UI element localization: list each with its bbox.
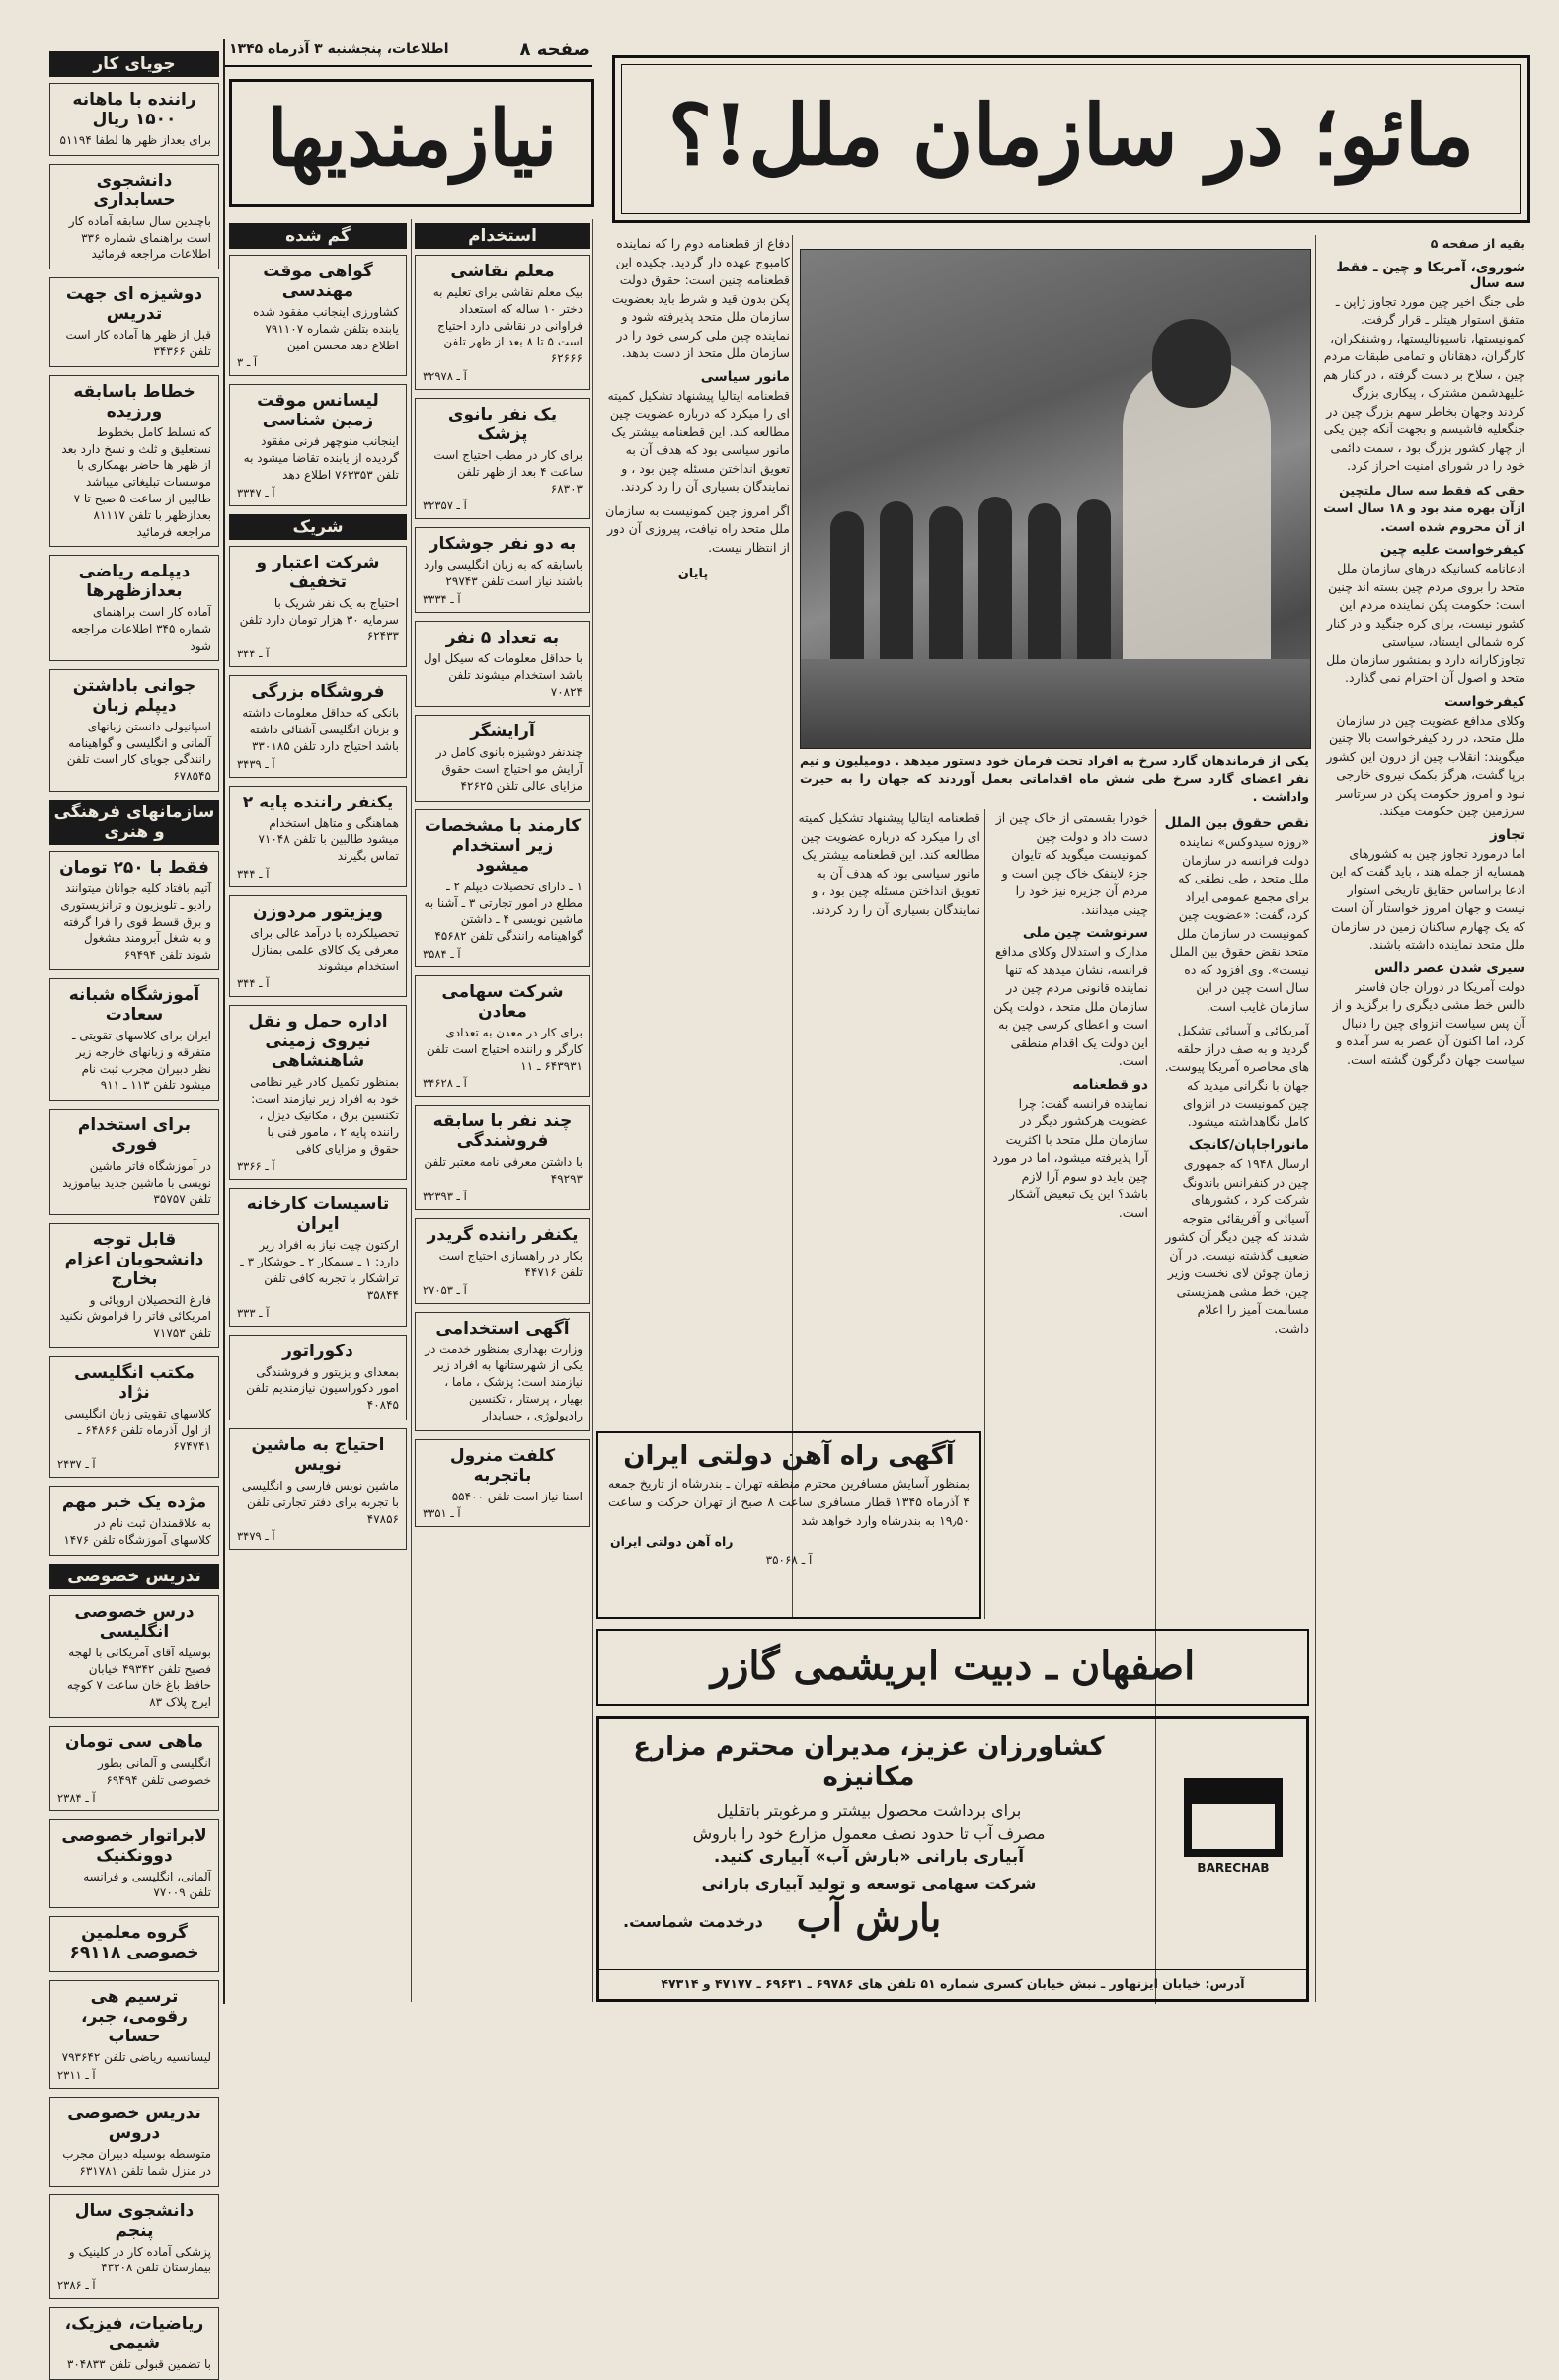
ad-title: فقط با ۲۵۰ تومان: [59, 857, 209, 878]
rail-ad: [49, 83, 219, 156]
ad-text: کلاسهای تقویتی زبان انگلیسی از اول آذرماه تلفن ۶۴۸۶۶ ـ ۶۷۴۷۴۱: [64, 1406, 211, 1454]
notice-ad: [229, 675, 407, 777]
employment-ad: [415, 621, 590, 707]
ad-title: ترسیم هی رقومی، جبر، حساب: [81, 1987, 188, 2047]
ad-title: ماهی سی تومان: [64, 1732, 204, 1753]
rail-ad: [49, 1486, 219, 1556]
story-paragraph: ادعانامه کسانیکه درهای سازمان ملل متحد را بروی مردم چین بسته اند چنین است: حکومت پکن نماینده مردم این کشور نیست، برای کره جنگید و در کنار کره شمالی ایستاد، سیاستی تجاوزکارانه دارد و بمنشور سازمان ملل متحد و اصول آن احترام نمی گذارد.: [1326, 561, 1525, 685]
ad-text: آماده کار است براهنمای شماره ۳۴۵ اطلاعات مراجعه شود: [71, 605, 211, 653]
ad-title: گروه معلمین خصوصی ۶۹۱۱۸: [69, 1923, 199, 1963]
story-sub-4: تجاوز: [1489, 826, 1525, 843]
ad-code: آ ـ ۳۳۶۶: [237, 1159, 275, 1174]
rail-ad: [49, 1356, 219, 1478]
ad-title: جوانی باداشتن دیپلم زبان: [72, 675, 196, 716]
rail-ad: [49, 2307, 219, 2380]
ad-text: بانکی که حداقل معلومات داشته و بزبان انگلیسی آشنائی داشته باشد احتیاج دارد تلفن ۳۳۰۱۸۵: [242, 706, 399, 753]
ad-title: یکنفر راننده پایه ۲: [242, 792, 394, 812]
ad-text: با داشتن معرفی نامه معتبر تلفن ۴۹۲۹۳: [424, 1155, 583, 1187]
ad-title: معلم نقاشی: [450, 262, 555, 281]
rail-ad: [49, 1980, 219, 2089]
barechab-ad: [596, 1716, 1309, 2002]
ad-code: آ ـ ۳۳۳۴: [423, 591, 461, 606]
ad-text: پزشکی آماده کار در کلینیک و بیمارستان تلفن ۴۳۳۰۸: [68, 2244, 211, 2275]
barechab-brand: بارش آب: [796, 1895, 942, 1940]
ad-code: آ ـ ۳۴۴: [237, 976, 270, 991]
barechab-address: آدرس: خیابان ایزنهاور ـ نبش خیابان کسری شماره ۵۱ تلفن های ۶۹۷۸۶ ـ ۶۹۶۳۱ ـ ۴۷۱۷۷ و ۴۷۳۱۴: [599, 1969, 1306, 1991]
ad-text: لیسانسیه ریاضی تلفن ۷۹۳۶۴۲: [61, 2050, 211, 2065]
story-paragraph: نماینده فرانسه گفت: چرا عضویت هرکشور دیگر در سازمان ملل متحد با اکثریت آرا پذیرفته میشود، اما در مورد چین باید دو سوم آرا لازم باشد؟ این یک تبعیض آشکار است.: [992, 1095, 1148, 1220]
ad-title: شرکت اعتبار و تخفیف: [256, 552, 380, 592]
ad-code: آ ـ ۲۳۸۶: [57, 2278, 96, 2293]
ad-code: آ ـ ۳۲۳۹۳: [423, 1189, 467, 1203]
ad-code: آ ـ ۲۷۰۵۳: [423, 1282, 467, 1297]
section-title: نیازمندیها: [266, 94, 558, 184]
section-title-box: [229, 79, 594, 207]
ad-title: یکنفر راننده گریدر: [427, 1224, 579, 1245]
employment-ad: [415, 1439, 590, 1528]
ad-text: فارغ التحصیلان اروپائی و امریکائی فاتر را فراموش نکنید تلفن ۷۱۷۵۳: [59, 1292, 211, 1341]
story-paragraph: حقی که فقط سه سال ملتچین ازآن بهره مند بود و ۱۸ سال است از آن محروم شده است.: [1323, 482, 1525, 534]
ad-title: کارمند با مشخصات زیر استخدام میشود: [424, 815, 582, 876]
ad-title: مکتب انگلیسی نژاد: [74, 1362, 195, 1403]
rail-ad: [49, 164, 219, 269]
barechab-logo: [1164, 1778, 1283, 1886]
story-sub-6: سیری شدن عصر دالس: [1374, 960, 1525, 976]
notice-ad: [229, 384, 407, 505]
employment-ad: [415, 255, 590, 390]
ad-title: خطاط باسابقه ورزیده: [73, 381, 195, 422]
section-bar: تدریس خصوصی: [49, 1564, 219, 1589]
barechab-line: آبیاری بارانی «بارش آب» آبیاری کنید.: [713, 1847, 1025, 1867]
story-sub-1: شوروی، آمریکا و چین ـ فقط سه سال: [1336, 259, 1525, 291]
story-paragraph: اما درمورد تجاوز چین به کشورهای همسایه از جمله هند ، باید گفت که این ادعا براساس حقایق تاریخی استوار نیست و جهان امروز خواستار آن است که یک چهارم ساکنان زمین در سازمان ملل متحد نماینده داشته باشند.: [1329, 845, 1525, 952]
section-bar-employment: استخدام: [415, 223, 590, 249]
story-paragraph: ارسال ۱۹۴۸ که جمهوری چین در کنفرانس باندونگ شرکت کرد ، کشورهای آسیائی و آفریقائی متوجه شدند که چین دیگر آن کشور ضعیف گذشته نیست. در آن زمان چوئن لای نخست وزیر چین، خط مشی همزیستی مسالمت آمیز را اعلام داشت.: [1165, 1156, 1309, 1336]
ad-text: بمنظور تکمیل کادر غیر نظامی خود به افراد زیر نیازمند است: تکنسین برق ، مکانیک دیزل ، راننده پایه ۲ ، مامور فنی با حقوق و مزایای کافی: [250, 1075, 399, 1156]
barechab-logo-icon: [1184, 1778, 1283, 1857]
rail-ad: [49, 851, 219, 970]
employment-ad: [415, 975, 590, 1097]
ad-text: ارکتون چیت نیاز به افراد زیر دارد: ۱ ـ سیمکار ۲ ـ جوشکار ۳ ـ تراشکار با تجربه کافی تلفن ۳۵۸۴۴: [240, 1238, 399, 1302]
ad-title: گواهی موقت مهندسی: [263, 262, 373, 301]
left-rail: [49, 47, 219, 2372]
ad-code: آ ـ ۳۳۵۱: [423, 1506, 461, 1521]
ad-text: آلمانی، انگلیسی و فرانسه تلفن ۷۷۰۰۹: [83, 1869, 211, 1900]
railway-ad-text: بمنظور آسایش مسافرین محترم منطقه تهران ـ بندرشاه از تاریخ جمعه ۴ آذرماه ۱۳۴۵ قطار مسافری ساعت ۸ صبح از تهران حرکت و ساعت ۱۹٫۵۰ به بندرشاه وارد خواهد شد: [608, 1476, 971, 1528]
classified-column-b: [415, 219, 590, 2002]
railway-ad: [596, 1431, 981, 1619]
ad-text: با حداقل معلومات که سیکل اول باشد استخدام میشوند تلفن ۷۰۸۲۴: [423, 651, 583, 699]
main-headline-box: [612, 55, 1530, 223]
ad-title: فروشگاه بزرگی: [251, 682, 385, 703]
ad-text: اینجانب منوچهر فرنی مفقود گردیده از یابنده تقاضا میشود به تلفن ۷۶۳۳۵۳ اطلاع دهد: [243, 434, 399, 482]
rail-ad: [49, 978, 219, 1101]
rail-ad: [49, 1726, 219, 1811]
story-sub-2: کیفرخواست علیه چین: [1379, 542, 1525, 558]
red-guard-photo: [800, 249, 1311, 749]
ad-title: راننده با ماهانه ۱۵۰۰ ریال: [72, 90, 196, 129]
ad-text: احتیاج به یک نفر شریک با سرمایه ۳۰ هزار تومان دارد تلفن ۶۲۴۳۳: [239, 595, 399, 644]
story-paragraph: وکلای مدافع عضویت چین در سازمان ملل متحد، در رد کیفرخواست بالا چنین میگویند: انقلاب چین از درون این کشور برپا گشت، هرگز بکمک نیروی خارجی نبود و امروز حکومت پکن در سرتاسر سرزمین چین حکومت میکند.: [1326, 712, 1525, 818]
ad-title: لابراتوار خصوصی دوونکنیک: [61, 1825, 207, 1866]
silk-ad: [596, 1629, 1309, 1706]
ad-text: چندنفر دوشیزه بانوی کامل در آرایش مو احتیاج است حقوق مزایای عالی تلفن ۴۲۶۲۵: [435, 745, 583, 793]
ad-title: دیپلمه ریاضی بعدازظهرها: [78, 562, 191, 602]
ad-title: لیسانس موقت زمین شناسی: [257, 391, 379, 431]
ad-text: متوسطه بوسیله دبیران مجرب در منزل شما تلفن ۶۳۱۷۸۱: [62, 2147, 211, 2178]
rail-ad: [49, 2194, 219, 2300]
ad-text: کشاورزی اینجانب مفقود شده یابنده بتلفن شماره ۷۹۱۱۰۷ اطلاع دهد محسن امین: [253, 305, 399, 352]
ad-title: یک نفر بانوی پزشک: [447, 404, 558, 444]
page-header: [225, 38, 592, 67]
story-paragraph: «روزه سیدوکس» نماینده دولت فرانسه در سازمان ملل متحد ، طی نطقی که برای مجمع عمومی ایراد کرد، گفت: «عضویت چین کمونیست در سازمان ملل متحد نقض حقوق بین الملل نیست». وی افزود که ده سال است چین در این سازمان غایب است.: [1169, 834, 1309, 1014]
ad-code: آ ـ ۳۳۴۷: [237, 485, 275, 499]
ad-text: برای بعداز ظهر ها لطفا ۵۱۱۹۴: [59, 133, 211, 147]
ad-text: هماهنگی و متاهل استخدام میشود طالبین با تلفن ۷۱۰۴۸ تماس بگیرند: [258, 815, 399, 864]
story-sub-col2: مانوراجاپان/کانجک: [1188, 1137, 1309, 1153]
rail-ad: [49, 375, 219, 548]
story-sub-3: نقض حقوق بین الملل: [1164, 815, 1309, 831]
ad-title: برای استخدام فوری: [77, 1115, 192, 1156]
ad-text: تحصیلکرده با درآمد عالی برای معرفی یک کالای علمی بمنازل استخدام میشوند: [250, 925, 399, 973]
notice-ad: [229, 546, 407, 667]
barechab-service: درخدمت شماست.: [623, 1912, 763, 1931]
rail-ad: [49, 669, 219, 792]
ad-title: قابل توجه دانشجویان اعزام بخارج: [64, 1229, 204, 1289]
ad-text: به علاقمندان ثبت نام در کلاسهای آموزشگاه تلفن ۱۴۷۶: [63, 1516, 211, 1548]
section-bar-partner: شریک: [229, 514, 407, 540]
ad-title: تدریس خصوصی دروس: [67, 2104, 201, 2144]
section-bar: جویای کار: [49, 51, 219, 77]
rail-ad: [49, 1109, 219, 1214]
notice-ad: [229, 1005, 407, 1180]
ad-code: آ ـ ۳۳۳: [237, 1305, 270, 1320]
employment-ad: [415, 715, 590, 801]
notice-ad: [229, 1335, 407, 1420]
ad-title: دکوراتور: [282, 1341, 353, 1361]
continued-from: بقیه از صفحه ۵: [1430, 236, 1525, 251]
ad-code: آ ـ ۳۴۴: [237, 866, 270, 881]
notice-ad: [229, 255, 407, 376]
ad-text: بمعدای و یزیتور و فروشندگی امور دکوراسیون نیازمندیم تلفن ۴۰۸۴۵: [246, 1364, 399, 1413]
story-sub-col4: مانور سیاسی: [700, 368, 790, 385]
story-paragraph: دولت آمریکا در دوران جان فاستر دالس خط مشی دیگری را برگزید و از آن پس سیاست انزوای چین را دنبال کرد، اما اکنون آن عصر به سر آمده و سیاست جهان دگرگون گشته است.: [1332, 978, 1525, 1067]
ad-text: که تسلط کامل بخطوط نستعلیق و ثلث و نسخ دارد بعد از ظهر ها حاضر بهمکاری با موسسات تبلیغاتی میباشد طالبین از ساعت ۵ صبح تا ۷ بعدازظهر با تلفن ۸۱۱۱۷ مراجعه فرمائید: [61, 424, 211, 539]
ad-text: بکار در راهسازی احتیاج است تلفن ۴۴۷۱۶: [438, 1248, 583, 1279]
story-column-3: [992, 809, 1148, 1619]
ad-code: آ ـ ۲۳۸۴: [57, 1790, 96, 1804]
ad-code: آ ـ ۳: [237, 355, 258, 370]
barechab-logo-text: BARECHAB: [1197, 1861, 1270, 1875]
employment-ad: [415, 1105, 590, 1210]
ad-title: شرکت سهامی معادن: [441, 981, 564, 1022]
ad-text: در آموزشگاه فاتر ماشین نویسی با ماشین جدید بیاموزید تلفن ۳۵۷۵۷: [62, 1159, 211, 1206]
story-column-1: [1323, 235, 1525, 2002]
story-sub-col3-1: سرنوشت چین ملی: [1022, 925, 1148, 941]
ad-text: ماشین نویس فارسی و انگلیسی با تجربه برای دفتر تجارتی تلفن ۴۷۸۵۶: [242, 1478, 399, 1526]
date-line: اطلاعات، پنجشنبه ۳ آذرماه ۱۳۴۵: [229, 41, 449, 57]
ad-title: احتیاج به ماشین نویس: [251, 1434, 385, 1475]
ad-title: اداره حمل و نقل نیروی زمینی شاهنشاهی: [248, 1012, 388, 1072]
ad-title: دانشجوی حسابداری: [93, 170, 176, 210]
silk-ad-text: اصفهان ـ دبیت ابریشمی گازر: [710, 1643, 1196, 1689]
ad-code: آ ـ ۳۲۹۷۸: [423, 368, 467, 383]
rail-ad: [49, 2097, 219, 2187]
end-label: پایان: [677, 567, 709, 581]
ad-title: ریاضیات، فیزیک، شیمی: [64, 2314, 204, 2354]
page-number: صفحه ۸: [519, 39, 590, 60]
ad-text: بیک معلم نقاشی برای تعلیم به دختر ۱۰ ساله که استعداد فراوانی در نقاشی دارد احتیاج است ۵ تا ۸ بعد از ظهر تلفن ۶۲۶۶۶: [432, 285, 583, 366]
classified-column-c: [229, 219, 407, 2002]
railway-ad-code: آ ـ ۳۵۰۶۸: [765, 1553, 813, 1568]
rail-ad: [49, 555, 219, 660]
railway-ad-sign: راه آهن دولتی ایران: [610, 1534, 734, 1550]
ad-title: آموزشگاه شبانه سعادت: [68, 984, 200, 1025]
main-headline: مائو؛ در سازمان ملل!؟: [667, 86, 1475, 184]
ad-title: به دو نفر جوشکار: [429, 534, 577, 555]
rail-ad: [49, 1819, 219, 1909]
employment-ad: [415, 809, 590, 967]
ad-title: مژده یک خبر مهم: [61, 1493, 207, 1513]
ad-title: به تعداد ۵ نفر: [445, 627, 560, 648]
notice-ad: [229, 895, 407, 997]
ad-text: ۱ ـ دارای تحصیلات دیپلم ۲ ـ مطلع در امور تجارتی ۳ ـ آشنا به ماشین نویسی ۴ ـ داشتن گواهینامه رانندگی تلفن ۴۵۶۸۲: [424, 879, 583, 944]
employment-ad: [415, 1312, 590, 1431]
ad-code: آ ـ ۳۲۳۵۷: [423, 499, 467, 513]
barechab-headline: کشاورزان عزیز، مدیران محترم مزارع مکانیزه: [633, 1732, 1105, 1792]
ad-text: باچندین سال سابقه آماده کار است براهنمای شماره ۳۳۶ اطلاعات مراجعه فرمائید: [68, 213, 211, 262]
story-paragraph: اگر امروز چین کمونیست به سازمان ملل متحد راه نیافت، پیروزی آن دور از انتظار نیست.: [605, 502, 790, 555]
ad-code: آ ـ ۳۴۶۲۸: [423, 1076, 467, 1091]
ad-title: چند نفر با سابقه فروشندگی: [432, 1112, 573, 1152]
ad-text: ایران برای کلاسهای تقویتی ـ متفرقه و زبانهای خارجه زیر نظر دبیران مجرب ثبت نام میشود تلفن ۱۱۳ ـ ۹۱۱: [72, 1028, 211, 1093]
ad-code: آ ـ ۳۴۴: [237, 647, 270, 661]
ad-text: آتیم بافتاد کلیه جوانان میتوانند رادیو ـ تلویزیون و ترانزیستوری و برق قسط قوی را فرا گرفته و به شغل آبرومند مشغول شوند تلفن ۶۹۴۹۴: [60, 881, 211, 962]
story-paragraph: آمریکائی و آسیائی تشکیل گردید و به صف دراز حلقه های محاصره آمریکا پیوست. جهان با نگرانی میدید که چین کمونیست در انزوای کامل نگاهداشته میشود.: [1164, 1023, 1309, 1129]
ad-text: بوسیله آقای آمریکائی با لهجه فصیح تلفن ۴۹۳۴۲ خیابان حافظ باغ خان ساعت ۷ کوچه ایرج پلاک ۸۳: [66, 1645, 211, 1710]
ad-text: قبل از ظهر ها آماده کار است تلفن ۳۴۳۶۶: [65, 328, 211, 358]
ad-text: وزارت بهداری بمنظور خدمت در یکی از شهرستانها به افراد زیر نیازمند است: پزشک ، ماما ، بهیار ، پرستار ، تکنسین رادیولوژی ، حسابدار: [425, 1342, 583, 1422]
employment-ad: [415, 1218, 590, 1304]
barechab-line: برای برداشت محصول بیشتر و مرغوبتر باتقلیل: [716, 1802, 1022, 1820]
ad-code: آ ـ ۲۳۱۱: [57, 2068, 96, 2083]
section-bar-lost: گم شده: [229, 223, 407, 249]
employment-ad: [415, 527, 590, 613]
story-paragraph: دفاع از قطعنامه دوم را که نماینده کامبوج عهده دار گردید. چکیده این قطعنامه چنین است: حقوق دولت پکن بدون قید و شرط باید بعضویت سازمان ملل متحد پذیرفته شود و نماینده چین ملی کرسی خود را در سازمان ملل متحد از دست بدهد.: [611, 236, 790, 360]
ad-title: آگهی استخدامی: [435, 1318, 570, 1339]
ad-title: تاسیسات کارخانه ایران: [246, 1194, 390, 1235]
notice-ad: [229, 786, 407, 887]
ad-text: انگلیسی و آلمانی بطور خصوصی تلفن ۶۹۴۹۴: [98, 1756, 211, 1787]
ad-text: اسنا نیاز است تلفن ۵۵۴۰۰: [451, 1489, 583, 1503]
story-sub-col3-2: دو قطعنامه: [1072, 1076, 1148, 1093]
story-paragraph: مدارک و استدلال وکلای مدافع فرانسه، نشان میدهد که تنها نماینده قانونی مردم چین در سازمان ملل متحد ، دولت پکن است و اعطای کرسی چین به این دولت یک اقدام منطقی است.: [993, 944, 1148, 1068]
ad-text: با تضمین قبولی تلفن ۳۰۴۸۳۳: [66, 2357, 211, 2372]
notice-ad: [229, 1428, 407, 1550]
rail-ad: [49, 1595, 219, 1718]
ad-code: آ ـ ۳۴۳۹: [237, 756, 275, 771]
barechab-company: شرکت سهامی توسعه و تولید آبیاری بارانی: [701, 1875, 1037, 1893]
story-column-4: [596, 235, 790, 1617]
ad-text: باسابقه که به زبان انگلیسی وارد باشند نیاز است تلفن ۲۹۷۴۳: [423, 558, 583, 589]
ad-text: برای کار در مطب احتیاج است ساعت ۴ بعد از ظهر تلفن ۶۸۳۰۳: [433, 447, 583, 496]
section-bar: سازمانهای فرهنگی و هنری: [49, 800, 219, 845]
photo-caption: یکی از فرماندهان گارد سرخ به افراد تحت فرمان خود دستور میدهد . دومیلیون و نیم نفر اعضای گارد سرخ طی شش ماه اقداماتی بعمل آوردند که جهان را به حیرت واداشت .: [800, 753, 1309, 805]
ad-title: دانشجوی سال پنجم: [74, 2200, 195, 2241]
ad-title: دوشیزه ای جهت تدریس: [65, 284, 203, 325]
ad-code: آ ـ ۳۴۷۹: [237, 1529, 275, 1544]
notice-ad: [229, 1188, 407, 1326]
ad-text: اسپانیولی دانستن زبانهای آلمانی و انگلیسی و گواهینامه رانندگی جویای کار است تلفن ۶۷۸۵۴۵: [66, 719, 211, 784]
ad-code: آ ـ ۳۵۸۴: [423, 946, 461, 960]
ad-title: کلفت منرول باتجربه: [449, 1445, 556, 1486]
rail-ad: [49, 1223, 219, 1348]
story-sub-5: کیفرخواست: [1444, 693, 1525, 710]
ad-title: آرایشگر: [470, 722, 535, 742]
story-paragraph: طی جنگ اخیر چین مورد تجاوز ژاپن ـ متفق استوار هیتلر ـ قرار گرفت. کمونیستها، ناسیونالیستها، روشنفکران، کارگران، دهقانان و تمامی طبقات مردم چین ، سلاح بر دست گرفته ، در کنار هم علیهدشمن مشترک ، پیکاری بزرگ کردند وجهان بخاطر سهم بزرگ چین در جنگعلیه فاشیسم و بجهت آنکه چین یکی از چهار کشور بزرگ بود ، سمت دائمی خود را در شورای امنیت احراز کرد.: [1323, 293, 1525, 473]
employment-ad: [415, 398, 590, 519]
ad-title: درس خصوصی انگلیسی: [74, 1601, 195, 1642]
barechab-line: مصرف آب تا حدود نصف معمول مزارع خود را باروش: [692, 1824, 1046, 1843]
story-paragraph: خودرا بقسمتی از خاک چین از دست داد و دولت چین کمونیست میگوید که تایوان جزء لاینفک خاک چین است و مردم آن جزیره نیز خود را چینی میدانند.: [995, 810, 1148, 917]
story-paragraph: قطعنامه ایتالیا پیشنهاد تشکیل کمیته ای را میکرد که درباره عضویت چین مطالعه کند. این قطعنامه بیشتر یک مانور سیاسی بود که هدف آن به تعویق انداختن مسئله چین بود ، و نمایندگان بسیاری آن را رد کردند.: [607, 387, 790, 494]
railway-ad-title: آگهی راه آهن دولتی ایران: [623, 1441, 955, 1471]
ad-text: برای کار در معدن به تعدادی کارگر و راننده احتیاج است تلفن ۶۴۳۹۳۱ ـ ۱۱: [426, 1025, 583, 1073]
ad-title: ویزیتور مردوزن: [253, 901, 383, 922]
rail-ad: [49, 1916, 219, 1972]
story-paragraph: قطعنامه ایتالیا پیشنهاد تشکیل کمیته ای را میکرد که درباره عضویت چین مطالعه کند. این قطعنامه بیشتر یک مانور سیاسی بود که هدف آن به تعویق انداختن مسئله چین بود ، و نمایندگان بسیاری آن را رد کردند.: [798, 810, 980, 917]
rail-ad: [49, 277, 219, 367]
ad-code: آ ـ ۲۴۳۷: [57, 1457, 96, 1472]
